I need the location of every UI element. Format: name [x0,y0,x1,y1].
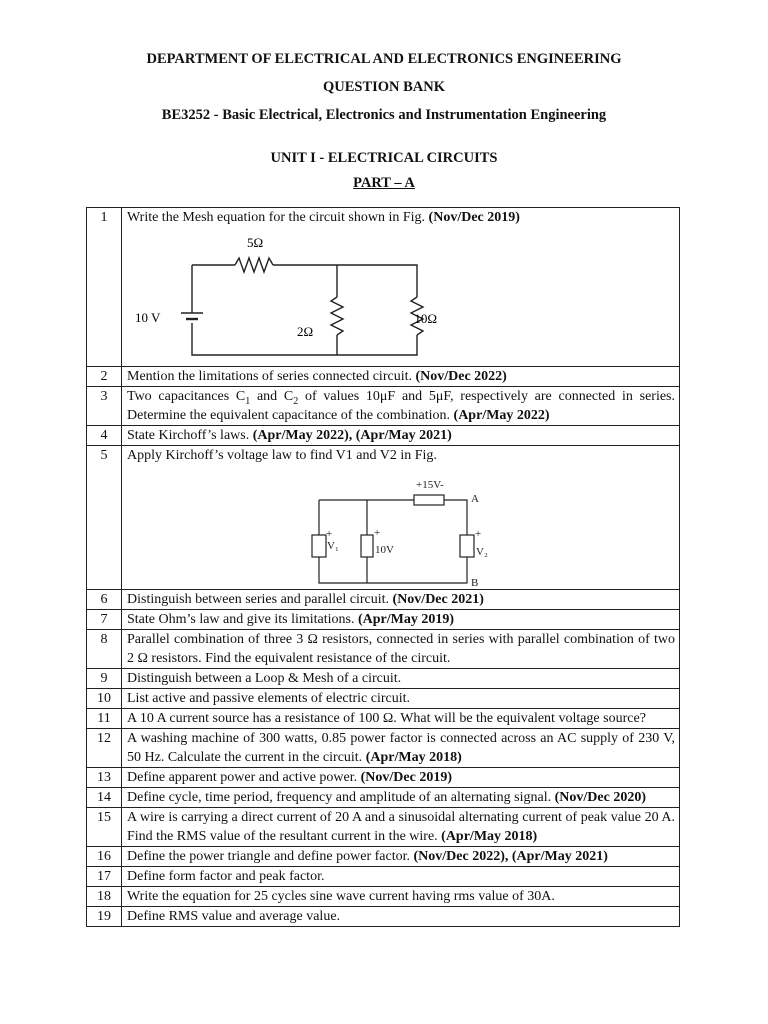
question-row [87,208,680,367]
exam-mark: (Nov/Dec 2019) [360,770,452,785]
question-row [87,847,680,867]
question-text: State Kirchoff’s laws. [127,428,253,443]
question-row [87,426,680,446]
r3-label: 10Ω [414,311,437,326]
r1-label: 5Ω [247,235,264,250]
question-row [87,689,680,709]
mid-plus: + [374,527,381,539]
mesh-circuit-figure [127,227,447,365]
doc-type-title: QUESTION BANK [322,79,446,95]
department-title: DEPARTMENT OF ELECTRICAL AND ELECTRONICS ENGINEERING [146,51,622,67]
subscript: 1 [245,395,251,407]
question-text: A washing machine of 300 watts, 0.85 power factor is connected across an AC supply of 230 V, 50 Hz. Calculate the current in the circuit. [127,731,675,765]
question-text: Define the power triangle and define power factor. [127,849,414,864]
question-number: 18 [87,887,122,907]
question-text: of values 10μF and 5μF, respectively are connected in series. Determine the equivalent capacitance of the combination. [127,389,675,423]
top-source-label: +15V- [416,479,444,491]
question-number: 14 [87,788,122,808]
question-number: 11 [87,709,122,729]
question-row [87,610,680,630]
question-text: Distinguish between series and parallel circuit. [127,592,393,607]
question-text: Mention the limitations of series connected circuit. [127,369,416,384]
v1-plus: + [326,528,333,540]
question-text: Define apparent power and active power. [127,770,361,785]
v1-label: V₁ [327,540,339,552]
question-text: and C [250,389,294,404]
question-row [87,907,680,927]
question-row [87,729,680,768]
question-number: 1 [87,208,122,367]
subscript: 2 [293,395,299,407]
question-text: Parallel combination of three 3 Ω resistors, connected in series with parallel combination of two 2 Ω resistors. Find the equivalent resistance of the circuit. [127,632,675,666]
kvl-circuit-figure [127,465,667,589]
node-a-label: A [471,493,479,505]
question-number: 6 [87,590,122,610]
question-text: List active and passive elements of electric circuit. [127,691,410,706]
question-text: Distinguish between a Loop & Mesh of a circuit. [127,671,402,686]
question-text: Define RMS value and average value. [127,909,341,924]
question-row [87,768,680,788]
question-number: 15 [87,808,122,847]
r2-label: 2Ω [297,324,314,339]
exam-mark: (Nov/Dec 2022) [415,369,507,384]
question-row [87,590,680,610]
question-row [87,887,680,907]
question-text: Define form factor and peak factor. [127,869,325,884]
question-row [87,446,680,590]
question-number: 9 [87,669,122,689]
question-row [87,808,680,847]
exam-mark: (Apr/May 2022), (Apr/May 2021) [252,428,452,443]
question-text: A 10 A current source has a resistance of 100 Ω. What will be the equivalent voltage source? [127,711,646,726]
question-row [87,630,680,669]
question-number: 7 [87,610,122,630]
exam-mark: (Apr/May 2019) [357,612,455,627]
question-number: 12 [87,729,122,768]
node-b-label: B [471,577,479,589]
question-row [87,387,680,426]
part-title: PART – A [353,175,415,191]
question-number: 5 [87,446,122,590]
question-row [87,788,680,808]
exam-mark: (Nov/Dec 2020) [554,790,646,805]
question-number: 19 [87,907,122,927]
mid-source-label: 10V [375,544,394,556]
v2-plus: + [475,528,482,540]
question-text: Apply Kirchoff’s voltage law to find V1 and V2 in Fig. [127,448,437,463]
exam-mark: (Apr/May 2018) [441,829,538,844]
question-number: 4 [87,426,122,446]
unit-title: UNIT I - ELECTRICAL CIRCUITS [270,150,498,166]
course-title: BE3252 - Basic Electrical, Electronics and Instrumentation Engineering [161,107,607,123]
question-number: 2 [87,367,122,387]
v2-label: V₂ [476,546,488,558]
exam-mark: (Apr/May 2022) [453,408,550,423]
question-text: Two capacitances C [127,389,246,404]
question-text: State Ohm’s law and give its limitations. [127,612,358,627]
question-row [87,867,680,887]
exam-mark: (Nov/Dec 2022), (Apr/May 2021) [413,849,608,864]
question-text: Write the equation for 25 cycles sine wave current having rms value of 30A. [127,889,555,904]
source-label: 10 V [135,310,161,325]
question-text: Write the Mesh equation for the circuit shown in Fig. [127,210,429,225]
question-row [87,367,680,387]
exam-mark: (Nov/Dec 2021) [392,592,484,607]
question-number: 8 [87,630,122,669]
question-number: 17 [87,867,122,887]
question-text: A wire is carrying a direct current of 20 A and a sinusoidal alternating current of peak value 20 A. Find the RMS value of the resultant current in the wire. [127,810,675,844]
exam-mark: (Apr/May 2018) [365,750,462,765]
question-row [87,709,680,729]
question-number: 16 [87,847,122,867]
question-row [87,669,680,689]
question-text: Define cycle, time period, frequency and amplitude of an alternating signal. [127,790,555,805]
question-number: 13 [87,768,122,788]
exam-mark: (Nov/Dec 2019) [428,210,520,225]
question-number: 10 [87,689,122,709]
questions-table [86,207,680,927]
question-number: 3 [87,387,122,426]
